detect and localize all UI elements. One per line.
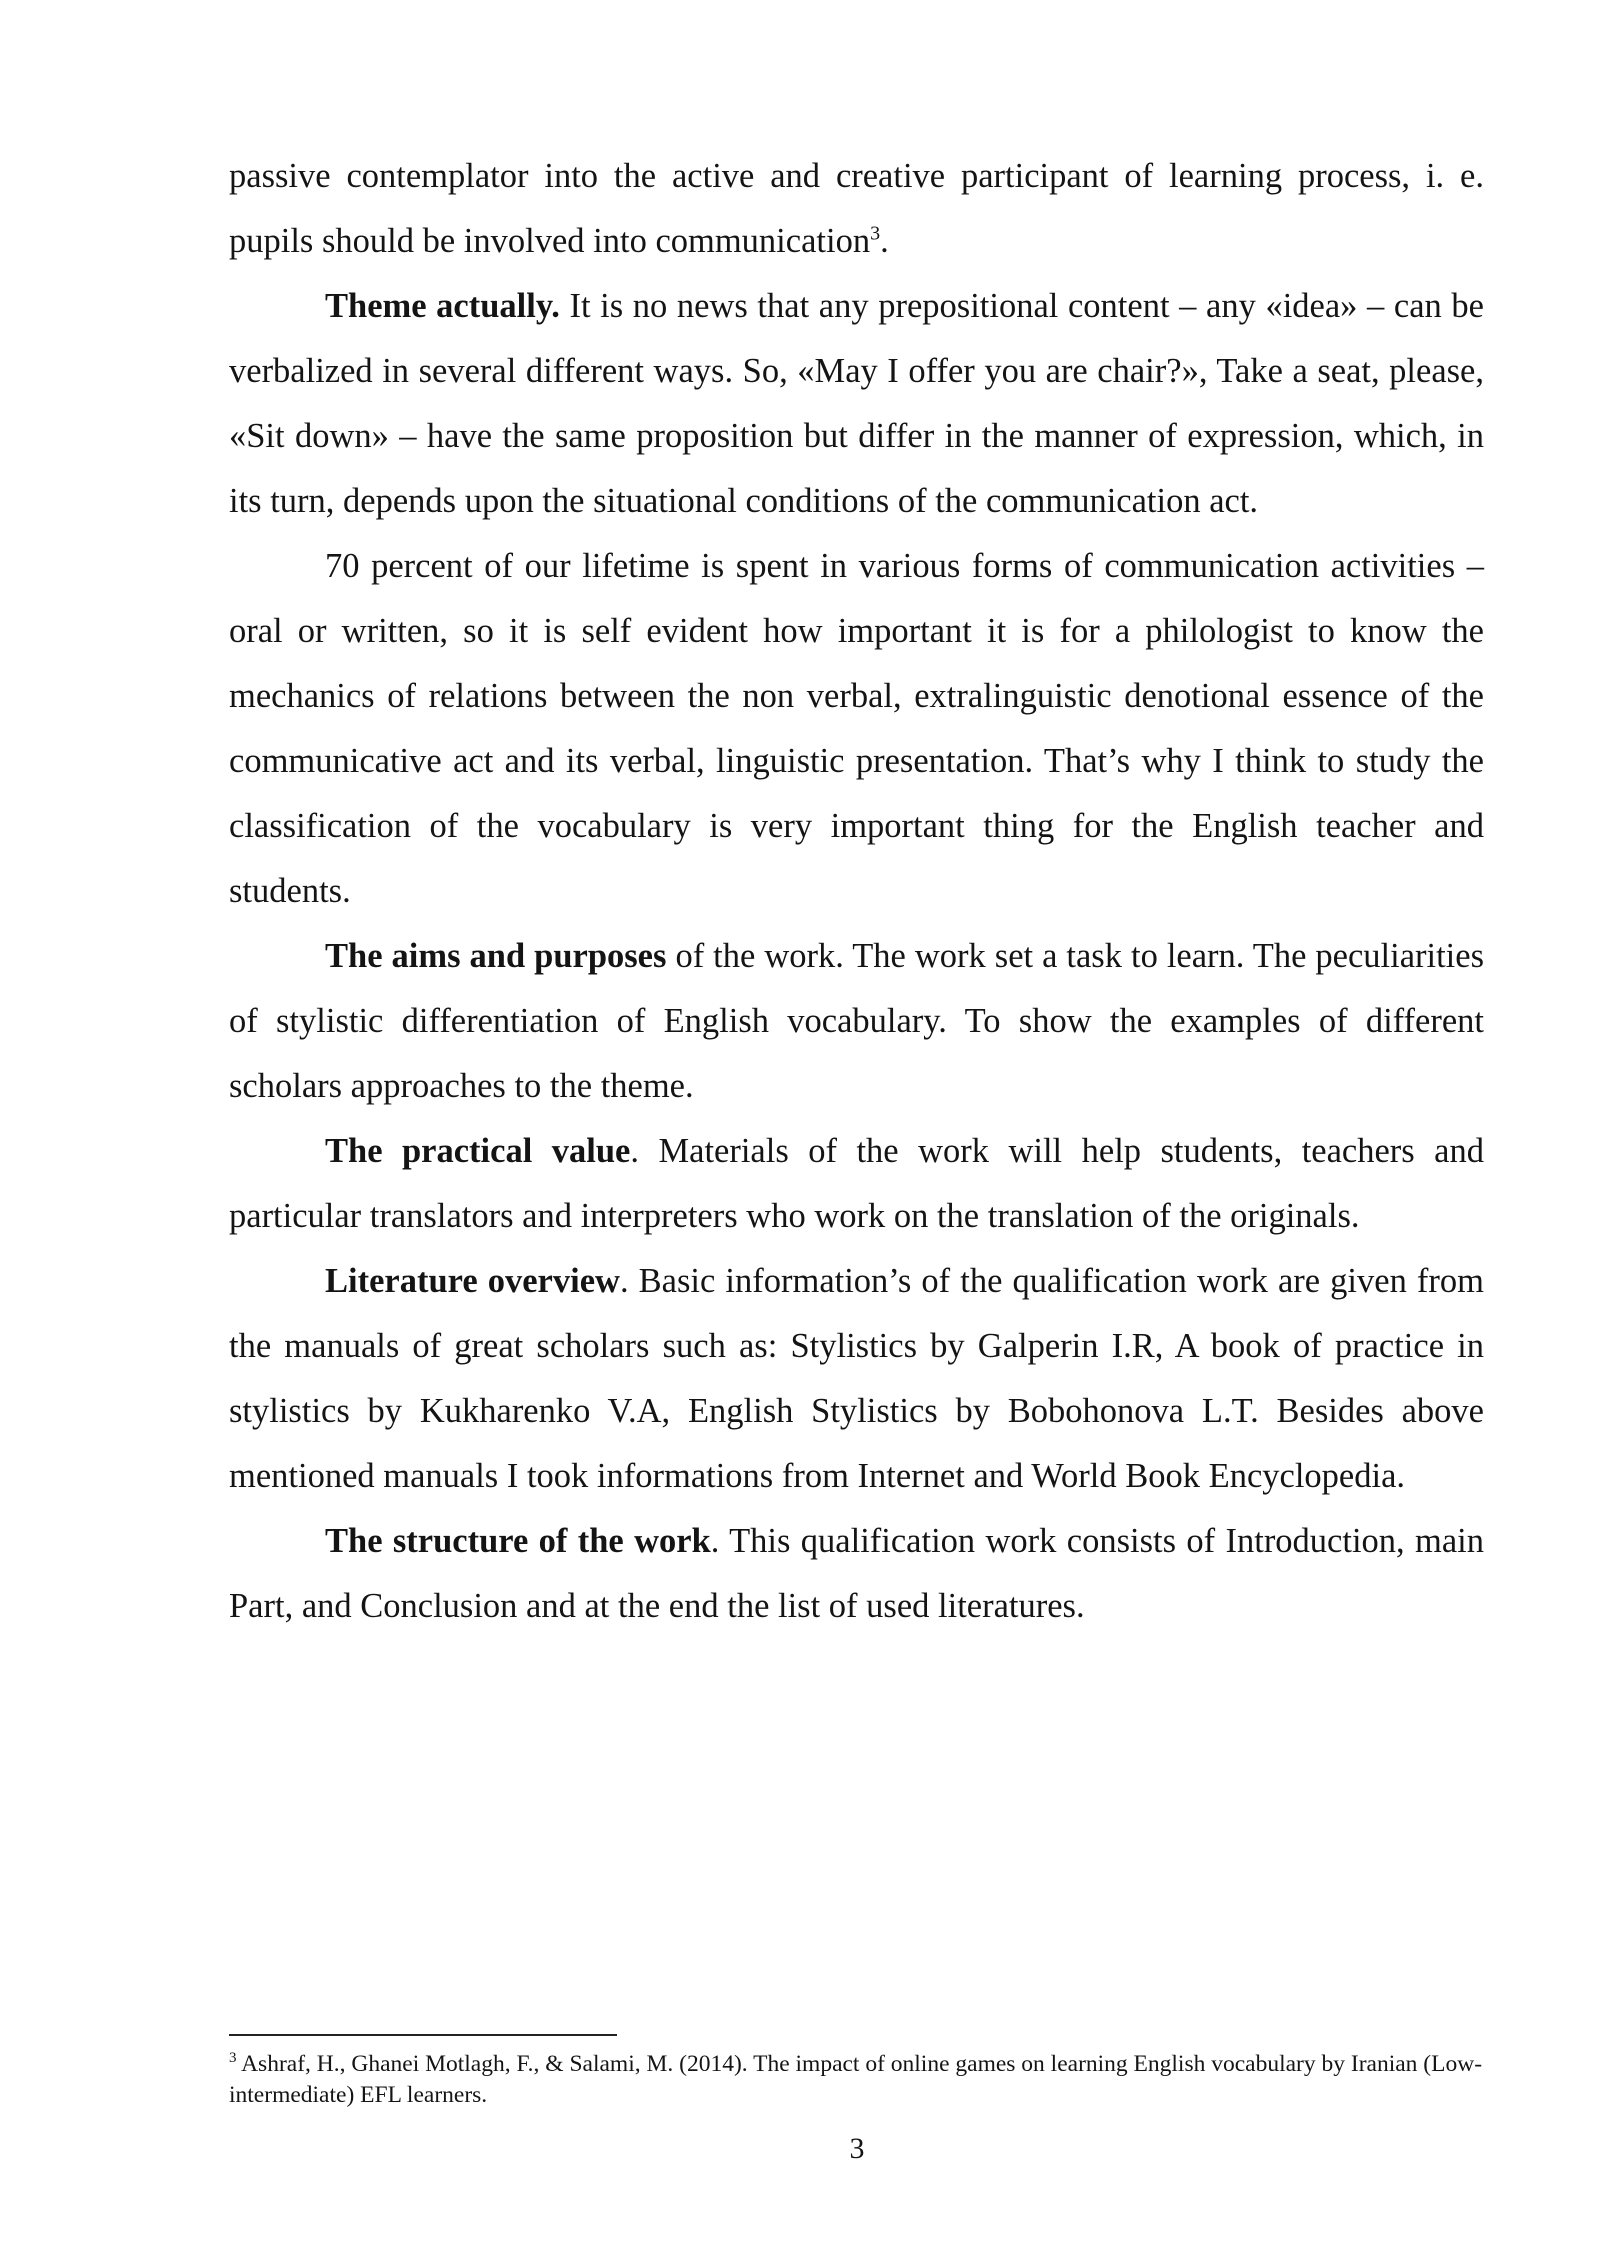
footnote-marker: 3 (229, 2050, 237, 2067)
paragraph-heading-theme: Theme actually. (325, 287, 560, 325)
footnote-reference[interactable]: 3 (870, 222, 881, 245)
footnote (229, 2049, 1484, 2111)
paragraph-heading-structure: The structure of the work (325, 1522, 711, 1560)
paragraph-text: . Materials of the work will help students, teachers and particular translators and interpreters who work on the translation of the originals. (229, 1132, 1484, 1235)
paragraph-text: . Basic information’s of the qualification work are given from the manuals of great scholars such as: Stylistics by Galperin I.R, A book of practice in stylistics by Kukharenko V.A, English Stylistics by Bobohonova L.T. Besides above mentioned manuals I took informations from Internet and World Book Encyclopedia. (229, 1262, 1484, 1495)
paragraph-text: . This qualification work consists of Introduction, main Part, and Conclusion and at the end the list of used literatures. (229, 1522, 1485, 1625)
paragraph-text: of the work. The work set a task to learn. The peculiarities of stylistic differentiation of English vocabulary. To show the examples of different scholars approaches to the theme. (229, 937, 1484, 1105)
paragraph-text: passive contemplator into the active and creative participant of learning process, i. e. pupils should be involved into communication (229, 157, 1484, 260)
page-number: 3 (849, 2132, 865, 2165)
paragraph-heading-practical-value: The practical value (325, 1132, 631, 1170)
body-text (229, 144, 1484, 1639)
paragraph-text: 70 percent of our lifetime is spent in various forms of communication activities – oral or written, so it is self evident how important it is for a philologist to know the mechanics of relations between the non verbal, extralinguistic denotional essence of the communicative act and its verbal, linguistic presentation. That’s why I think to study the classification of the vocabulary is very important thing for the English teacher and students. (229, 547, 1484, 910)
footnote-text: Ashraf, H., Ghanei Motlagh, F., & Salami, M. (2014). The impact of online games on learning English vocabulary by Iranian (Low- intermediate) EFL learners. (229, 2051, 1483, 2108)
paragraph-practical-value (229, 1119, 1484, 1249)
footnote-separator (229, 2034, 617, 2036)
paragraph-literature-overview (229, 1249, 1484, 1509)
paragraph-aims (229, 924, 1484, 1119)
paragraph-heading-literature-overview: Literature overview (325, 1262, 620, 1300)
paragraph-text: It is no news that any prepositional content – any «idea» – can be verbalized in several different ways. So, «May I offer you are chair?», Take a seat, please, «Sit down» – have the same proposition but differ in the manner of expression, which, in its turn, depends upon the situational conditions of the communication act. (229, 287, 1484, 520)
paragraph-theme (229, 274, 1484, 534)
paragraph-intro-continuation (229, 144, 1484, 274)
paragraph-communication (229, 534, 1484, 924)
paragraph-heading-aims: The aims and purposes (325, 937, 667, 975)
paragraph-punctuation: . (880, 222, 889, 260)
paragraph-structure (229, 1509, 1484, 1639)
